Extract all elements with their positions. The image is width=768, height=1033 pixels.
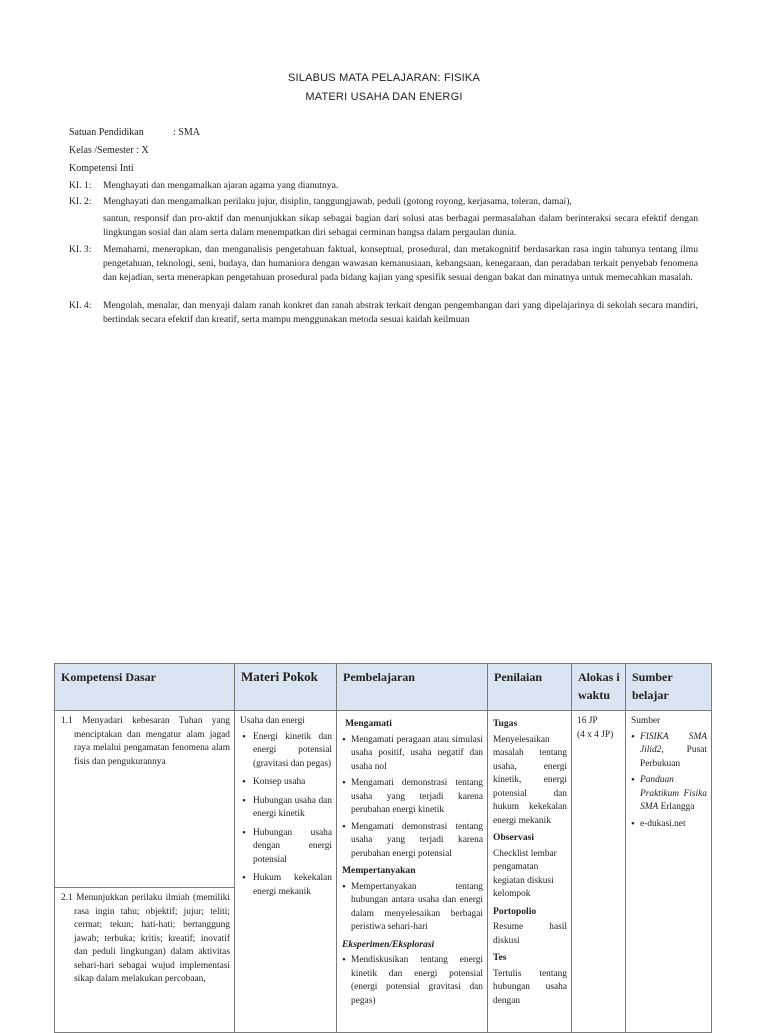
table-header-row bbox=[55, 664, 712, 711]
source-website: e-dukasi.net bbox=[640, 818, 686, 829]
alokasi-waktu-cell bbox=[572, 711, 626, 1033]
sumber-heading: Sumber bbox=[631, 716, 661, 726]
list-item: • Mengamati peragaan atau simulasi usaha positif, usaha negatif dan usaha nol bbox=[342, 734, 483, 775]
ki-text-continued: santun, responsif dan pro-aktif dan menunjukkan sikap sebagai bagian dari solusi atas berbagai permasalahan dalam berinteraksi secara efektif dengan lingkungan sosial dan alam serta dalam menempatkan diri sebagai cerminan bangsa dalam pergaulan dunia. bbox=[103, 213, 698, 238]
observasi-heading: Observasi bbox=[493, 832, 535, 843]
ki-text: Memahami, menerapkan, dan menganalisis pengetahuan faktual, konseptual, prosedural, dan metakognitif berdasarkan rasa ingin tahunya tentang ilmu pengetahuan, teknologi, seni, budaya, dan humaniora dengan wawasan kemanusiaan, kebangsaan, kenegaraan, dan peradaban terkait penyebab fenomena dan kejadian, serta menerapkan pengetahuan prosedural pada bidang kajian yang spesifik sesuai dengan bakat dan minatnya untuk memecahkan masalah. bbox=[103, 244, 698, 283]
satuan-pendidikan-label: Satuan Pendidikan bbox=[69, 127, 144, 138]
sumber-list bbox=[631, 731, 707, 832]
sumber-belajar-cell bbox=[626, 711, 712, 1033]
list-item: • Energi kinetik dan energi potensial (gravitasi dan pegas) bbox=[240, 731, 332, 772]
kd-cell-2 bbox=[55, 888, 235, 1033]
list-item: • Mengamati demonstrasi tentang usaha yang terjadi karena perubahan energi potensial bbox=[342, 821, 483, 862]
ki-label: KI. 1: bbox=[69, 180, 92, 191]
list-item bbox=[631, 774, 707, 815]
list-item: • Mendiskusikan tentang energi kinetik dan energi potensial (energi potensial gravitasi dan pegas) bbox=[342, 954, 483, 1008]
portopolio-heading: Portopolio bbox=[493, 905, 537, 917]
kelas-semester: Kelas /Semester : X bbox=[69, 145, 149, 156]
list-item: • Hubungan usaha dan energi kinetik bbox=[240, 795, 332, 822]
header-sumber-belajar: Sumber belajar bbox=[626, 664, 712, 711]
portopolio-text: Resume hasil diskusi bbox=[493, 922, 567, 946]
header-alokasi-waktu: Alokas i waktu bbox=[572, 664, 626, 711]
ki-label: KI. 3: bbox=[69, 244, 92, 255]
ki-2 bbox=[69, 195, 698, 240]
observasi-text: Checklist lembar pengamatan kegiatan diskusi kelompok bbox=[493, 848, 557, 899]
header-pembelajaran: Pembelajaran bbox=[337, 664, 488, 711]
silabus-table bbox=[54, 663, 712, 1033]
materi-pokok-cell bbox=[235, 711, 337, 1033]
list-item: • Mengamati demonstrasi tentang usaha yang terjadi karena perubahan energi kinetik bbox=[342, 777, 483, 818]
list-item: • Konsep usaha bbox=[240, 776, 332, 790]
mempertanyakan-heading: Mempertanyakan bbox=[342, 865, 416, 876]
satuan-pendidikan-row bbox=[69, 127, 200, 138]
materi-intro: Usaha dan energi bbox=[240, 716, 305, 726]
mengamati-list bbox=[342, 734, 483, 862]
pembelajaran-cell bbox=[337, 711, 488, 1033]
eksperimen-heading: Eksperimen/Eksplorasi bbox=[342, 938, 435, 950]
source-publisher: Pusat Perbukuan bbox=[640, 745, 707, 769]
ki-text: Mengolah, menalar, dan menyaji dalam ranah konkret dan ranah abstrak terkait dengan pengembangan dari yang dipelajarinya di sekolah secara mandiri, bertindak secara efektif dan kreatif, serta mampu menggunakan metoda sesuai kaidah keilmuan bbox=[103, 300, 698, 325]
list-item bbox=[631, 731, 707, 772]
source-title: Panduan Praktikum Fisika SMA bbox=[640, 775, 707, 812]
ki-text: Menghayati dan mengamalkan perilaku jujur, disiplin, tanggungjawab, peduli (gotong royong, kerjasama, toleran, damai), bbox=[103, 196, 572, 207]
kd-cell-1 bbox=[55, 711, 235, 888]
list-item bbox=[631, 818, 707, 832]
materi-list bbox=[240, 731, 332, 900]
eksperimen-list bbox=[342, 954, 483, 1008]
header-materi-pokok: Materi Pokok bbox=[235, 664, 337, 711]
document-subtitle: MATERI USAHA DAN ENERGI bbox=[305, 91, 463, 103]
mengamati-heading: Mengamati bbox=[345, 718, 392, 729]
ki-label: KI. 4: bbox=[69, 300, 92, 311]
list-item: • Hubungan usaha dengan energi potensial bbox=[240, 827, 332, 868]
satuan-pendidikan-value: : SMA bbox=[173, 127, 200, 138]
ki-label: KI. 2: bbox=[69, 196, 92, 207]
penilaian-cell bbox=[488, 711, 572, 1033]
ki-3 bbox=[69, 243, 698, 285]
tugas-heading: Tugas bbox=[493, 718, 518, 729]
ki-1 bbox=[69, 179, 698, 193]
tes-text: Tertulis tentang hubungan usaha dengan bbox=[493, 968, 567, 1006]
header-penilaian: Penilaian bbox=[488, 664, 572, 711]
header-kompetensi-dasar: Kompetensi Dasar bbox=[55, 664, 235, 711]
kd-2-text: 2.1 Menunjukkan perilaku ilmiah (memiliki rasa ingin tahu; objektif; jujur; teliti; cermat; tekun; hati-hati; bertanggung jawab; terbuka; kritis; kreatif; inovatif dan peduli lingkungan) dalam aktivitas sehari-hari sebagai wujud implementasi sikap dalam melakukan percobaan, bbox=[61, 893, 230, 984]
alokasi-jp: 16 JP bbox=[577, 716, 598, 726]
tugas-text: Menyelesaikan masalah tentang usaha, energi kinetik, energi potensial dan hukum kekekalan energi mekanik bbox=[493, 734, 567, 826]
source-title: FISIKA SMA Jilid2, bbox=[640, 731, 707, 755]
document-title: SILABUS MATA PELAJARAN: FISIKA bbox=[287, 72, 481, 84]
tes-heading: Tes bbox=[493, 952, 507, 963]
mempertanyakan-list bbox=[342, 881, 483, 935]
list-item: • Mempertanyakan tentang hubungan antara usaha dan energi dalam menyelesaikan berbagai peristiwa sehari-hari bbox=[342, 881, 483, 935]
list-item: • Hukum kekekalan energi mekanik bbox=[240, 872, 332, 899]
ki-text: Menghayati dan mengamalkan ajaran agama yang dianutnya. bbox=[103, 180, 339, 191]
kd-1-text: 1.1 Menyadari kebesaran Tuhan yang menciptakan dan mengatur alam jagad raya melalui pengamatan fenomena alam fisis dan pengukurannya bbox=[61, 716, 230, 767]
ki-4 bbox=[69, 299, 698, 327]
kompetensi-inti-heading: Kompetensi Inti bbox=[69, 163, 134, 174]
alokasi-detail: (4 x 4 JP) bbox=[577, 729, 614, 740]
table-row bbox=[55, 711, 712, 888]
source-publisher: Erlangga bbox=[658, 802, 695, 812]
